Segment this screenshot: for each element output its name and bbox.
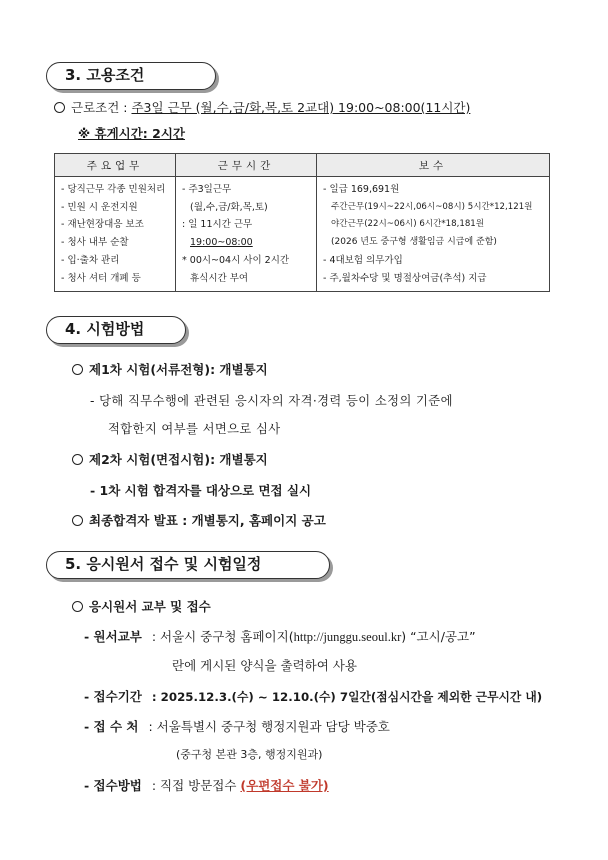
- issue-value-post: ) “고시/공고”: [401, 629, 476, 644]
- method-line: [84, 776, 329, 794]
- issue-line: [84, 627, 476, 645]
- section-3-title: 3. 고용조건: [65, 66, 145, 84]
- first-exam: 제1차 시험(서류전형): 개별통지: [89, 362, 268, 377]
- circle-bullet-icon: [72, 601, 83, 612]
- place-line: [84, 717, 390, 735]
- pay-item: - 주,월차수당 및 명절상여금(추석) 지급: [323, 272, 487, 284]
- table-header-hours: 근무시간: [176, 154, 317, 177]
- hours-item: - 주3일근무: [182, 184, 232, 195]
- section-4-header: [46, 316, 186, 344]
- duty-item: - 입·출차 관리: [61, 254, 120, 266]
- hours-item: (월,수,금/화,목,토): [190, 201, 268, 213]
- pay-item: - 4대보험 의무가입: [323, 254, 403, 266]
- duties-cell: [55, 177, 176, 292]
- final-line: [72, 511, 326, 529]
- issue-label: - 원서교부: [84, 629, 142, 644]
- section-3-header: [46, 62, 216, 90]
- final-announcement: 최종합격자 발표 : 개별통지, 홈페이지 공고: [89, 513, 326, 528]
- section-5-title: 5. 응시원서 접수 및 시험일정: [65, 555, 262, 573]
- second-exam-desc: - 1차 시험 합격자를 대상으로 면접 실시: [90, 483, 312, 498]
- section-4-title: 4. 시험방법: [65, 320, 145, 338]
- issue-url-link[interactable]: http://junggu.seoul.kr: [293, 630, 402, 644]
- section-5-header: [46, 551, 330, 579]
- work-conditions-line: 근로조건 : 주3일 근무 (월,수,금/화,목,토 2교대) 19:00~08:00(11시간): [54, 98, 470, 116]
- place-value: : 서울특별시 중구청 행정지원과 담당 박중호: [148, 719, 390, 734]
- work-conditions-value: 주3일 근무 (월,수,금/화,목,토 2교대) 19:00~08:00(11시간): [131, 100, 471, 115]
- period-label: - 접수기간: [84, 689, 142, 704]
- pay-cell: [317, 177, 550, 292]
- second-exam-line: [72, 450, 268, 468]
- pay-item: (2026 년도 중구형 생활임금 시급에 준함): [331, 237, 497, 248]
- method-label: - 접수방법: [84, 778, 142, 793]
- table-header-duties: 주요업무: [55, 154, 176, 177]
- duty-item: - 청사 셔터 개폐 등: [61, 272, 141, 284]
- first-exam-desc-1: - 당해 직무수행에 관련된 응시자의 자격·경력 등이 소정의 기준에: [90, 394, 453, 408]
- duty-item: - 청사 내부 순찰: [61, 237, 129, 249]
- issue-value-2: 란에 게시된 양식을 출력하여 사용: [172, 658, 357, 673]
- duty-item: - 재난현장대응 보조: [61, 219, 144, 231]
- place-label: - 접 수 처: [84, 719, 139, 734]
- work-conditions-table: [54, 153, 550, 292]
- circle-bullet-icon: [54, 102, 65, 113]
- circle-bullet-icon: [72, 454, 83, 465]
- hours-item: 19:00~08:00: [190, 237, 253, 249]
- pay-item: 야간근무(22시~06시) 6시간*18,181원: [331, 219, 485, 230]
- hours-item: : 일 11시간 근무: [182, 219, 253, 231]
- circle-bullet-icon: [72, 515, 83, 526]
- method-value: : 직접 방문접수: [151, 778, 237, 793]
- first-exam-line: [72, 360, 268, 378]
- place-value-2: (중구청 본관 3층, 행정지원과): [176, 748, 323, 761]
- first-exam-desc-2: 적합한지 여부를 서면으로 심사: [108, 422, 281, 436]
- issue-value-pre: : 서울시 중구청 홈페이지(: [151, 629, 294, 644]
- period-line: [84, 687, 542, 705]
- hours-cell: [176, 177, 317, 292]
- circle-bullet-icon: [72, 364, 83, 375]
- application-subtitle-line: [72, 597, 211, 615]
- second-exam: 제2차 시험(면접시험): 개별통지: [89, 452, 268, 467]
- method-note: (우편접수 불가): [240, 778, 329, 793]
- table-header-pay: 보수: [317, 154, 550, 177]
- duty-item: - 민원 시 운전지원: [61, 201, 138, 213]
- hours-item: 휴식시간 부여: [190, 272, 249, 284]
- application-subtitle: 응시원서 교부 및 접수: [89, 599, 211, 614]
- period-value: : 2025.12.3.(수) ~ 12.10.(수) 7일간(점심시간을 제외한 근무시간 내): [151, 690, 543, 704]
- pay-item: - 일급 169,691원: [323, 184, 400, 195]
- hours-item: * 00시~04시 사이 2시간: [182, 254, 290, 266]
- pay-item: 주간근무(19시~22시,06시~08시) 5시간*12,121원: [331, 201, 533, 212]
- duty-item: - 당직근무 각종 민원처리: [61, 184, 166, 195]
- work-conditions-label: 근로조건: [71, 100, 120, 115]
- break-time: ※ 휴게시간: 2시간: [78, 126, 186, 141]
